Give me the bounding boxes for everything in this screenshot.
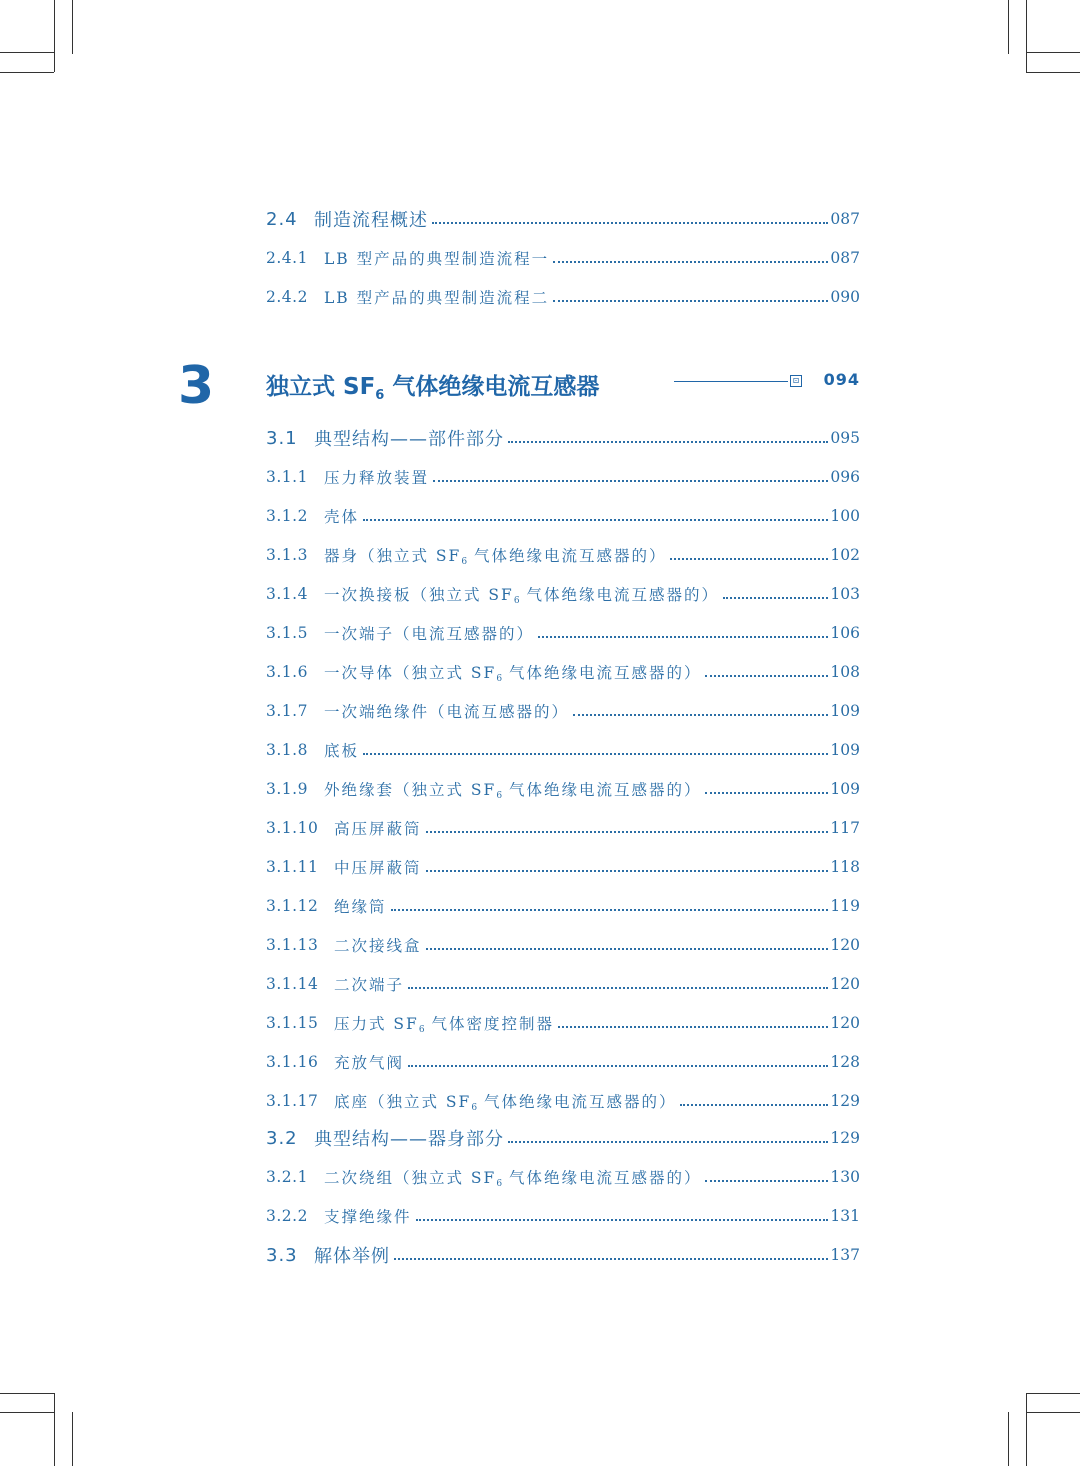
crop-mark-top-left-v2	[72, 0, 73, 54]
entry-page: 095	[830, 429, 860, 447]
entry-title: 绝缘筒	[334, 898, 387, 916]
entry-title: 二次端子	[334, 976, 405, 994]
dot-leader	[538, 636, 828, 638]
entry-page: 130	[830, 1168, 860, 1186]
toc-entry-3-1-10[interactable]	[266, 813, 860, 843]
entry-page: 120	[830, 975, 860, 993]
dot-leader	[426, 870, 829, 872]
toc-entry-3-1-6[interactable]	[266, 657, 860, 687]
crop-mark-top-right-h	[1026, 52, 1080, 53]
entry-title: 底板	[324, 742, 360, 760]
toc-entry-3-3[interactable]	[266, 1240, 860, 1270]
crop-mark-bottom-right-v	[1026, 1393, 1027, 1466]
toc-entry-3-1-15[interactable]	[266, 1008, 860, 1038]
dot-leader	[670, 558, 828, 560]
toc-entry-3-1-11[interactable]	[266, 852, 860, 882]
dot-leader	[394, 1258, 828, 1260]
toc-entry-3-1-3[interactable]	[266, 540, 860, 570]
dot-leader	[680, 1104, 828, 1106]
toc-entry-3-1-14[interactable]	[266, 969, 860, 999]
crop-mark-top-right-v	[1026, 0, 1027, 72]
entry-page: 109	[830, 702, 860, 720]
entry-title: LB 型产品的典型制造流程一	[324, 250, 550, 268]
toc-entry-3-1-5[interactable]	[266, 618, 860, 648]
dot-leader	[508, 1141, 828, 1143]
entry-title: 一次端绝缘件（电流互感器的）	[324, 703, 570, 721]
entry-number: 3.1.12	[266, 897, 319, 915]
toc-entry-3-1-17[interactable]	[266, 1086, 860, 1116]
crop-mark-top-right-v2	[1008, 0, 1009, 54]
entry-page: 120	[830, 936, 860, 954]
dot-leader	[573, 714, 828, 716]
chapter-3-heading[interactable]	[178, 356, 860, 416]
toc-entry-3-2-2[interactable]	[266, 1201, 860, 1231]
dot-leader	[363, 753, 828, 755]
entry-title: 制造流程概述	[314, 210, 428, 231]
entry-number: 2.4.2	[266, 288, 308, 306]
entry-page: 103	[830, 585, 860, 603]
dot-leader	[705, 792, 828, 794]
entry-page: 118	[830, 858, 860, 876]
entry-title: 二次绕组（独立式 $SF_6$ 气体绝缘电流互感器的）	[324, 1168, 702, 1189]
entry-number: 3.1.3	[266, 546, 308, 564]
crop-mark-bottom-left-v	[54, 1393, 55, 1466]
toc-entry-3-1-7[interactable]	[266, 696, 860, 726]
entry-title: 压力式 $SF_6$ 气体密度控制器	[334, 1014, 554, 1035]
crop-mark-top-left-v	[54, 0, 55, 72]
entry-number: 3.1.13	[266, 936, 319, 954]
crop-mark-bottom-right-v2	[1008, 1412, 1009, 1466]
entry-number: 2.4.1	[266, 249, 308, 267]
entry-title: LB 型产品的典型制造流程二	[324, 289, 550, 307]
entry-title: 解体举例	[314, 1246, 390, 1267]
entry-page: 106	[830, 624, 860, 642]
toc-entry-3-1-8[interactable]	[266, 735, 860, 765]
entry-page: 102	[830, 546, 860, 564]
toc-entry-3-1-4[interactable]	[266, 579, 860, 609]
crop-mark-top-right-h2	[1026, 72, 1080, 73]
entry-page: 109	[830, 741, 860, 759]
entry-number: 3.1.5	[266, 624, 308, 642]
entry-title: 一次导体（独立式 $SF_6$ 气体绝缘电流互感器的）	[324, 663, 702, 684]
toc-entry-3-1-16[interactable]	[266, 1047, 860, 1077]
entry-page: 109	[830, 780, 860, 798]
entry-number: 3.1.2	[266, 507, 308, 525]
entry-title: 压力释放装置	[324, 469, 430, 487]
entry-page: 137	[830, 1246, 860, 1264]
crop-mark-bottom-right-h2	[1026, 1412, 1080, 1413]
entry-number: 3.2.1	[266, 1168, 308, 1186]
toc-entry-3-1[interactable]	[266, 423, 860, 453]
dot-leader	[363, 519, 828, 521]
entry-number: 2.4	[266, 208, 298, 230]
entry-number: 3.1.10	[266, 819, 319, 837]
toc-entry-3-1-13[interactable]	[266, 930, 860, 960]
entry-page: 119	[830, 897, 860, 915]
toc-entry-3-1-9[interactable]	[266, 774, 860, 804]
entry-title: 一次换接板（独立式 $SF_6$ 气体绝缘电流互感器的）	[324, 585, 719, 606]
dot-leader	[433, 480, 828, 482]
entry-title: 支撑绝缘件	[324, 1208, 412, 1226]
dot-leader	[723, 597, 828, 599]
entry-page: 096	[830, 468, 860, 486]
entry-title: 外绝缘套（独立式 $SF_6$ 气体绝缘电流互感器的）	[324, 780, 702, 801]
crop-mark-bottom-left-h	[0, 1393, 54, 1394]
crop-mark-bottom-left-v2	[72, 1412, 73, 1466]
entry-number: 3.1.9	[266, 780, 308, 798]
entry-page: 117	[830, 819, 860, 837]
entry-title: 二次接线盒	[334, 937, 422, 955]
entry-page: 120	[830, 1014, 860, 1032]
entry-page: 129	[830, 1092, 860, 1110]
dot-leader	[705, 675, 828, 677]
entry-number: 3.1.4	[266, 585, 308, 603]
crop-mark-bottom-left-h2	[0, 1412, 54, 1413]
dot-leader	[408, 987, 828, 989]
dot-leader	[408, 1065, 828, 1067]
toc-entry-3-1-1[interactable]	[266, 462, 860, 492]
toc-entry-2-4-1[interactable]	[266, 243, 860, 273]
entry-number: 3.1.15	[266, 1014, 319, 1032]
chapter-marker-icon: ⊡	[790, 375, 802, 387]
entry-number: 3.2	[266, 1127, 298, 1149]
entry-page: 100	[830, 507, 860, 525]
entry-page: 087	[830, 249, 860, 267]
entry-number: 3.3	[266, 1244, 298, 1266]
entry-title: 高压屏蔽筒	[334, 820, 422, 838]
entry-page: 087	[830, 210, 860, 228]
dot-leader	[432, 222, 828, 224]
crop-mark-bottom-right-h	[1026, 1393, 1080, 1394]
entry-number: 3.2.2	[266, 1207, 308, 1225]
crop-mark-top-left-h2	[0, 72, 54, 73]
entry-title: 底座（独立式 $SF_6$ 气体绝缘电流互感器的）	[334, 1092, 677, 1113]
toc-entry-3-1-2[interactable]	[266, 501, 860, 531]
entry-title: 典型结构——部件部分	[314, 429, 504, 450]
dot-leader	[558, 1026, 828, 1028]
entry-title: 典型结构——器身部分	[314, 1129, 504, 1150]
entry-number: 3.1.14	[266, 975, 319, 993]
entry-number: 3.1	[266, 427, 298, 449]
dot-leader	[391, 909, 829, 911]
entry-title: 中压屏蔽筒	[334, 859, 422, 877]
dot-leader	[553, 261, 828, 263]
chapter-number: 3	[178, 356, 215, 416]
chapter-rule	[674, 381, 788, 382]
entry-page: 108	[830, 663, 860, 681]
entry-title: 一次端子（电流互感器的）	[324, 625, 535, 643]
toc-entry-3-2-1[interactable]	[266, 1162, 860, 1192]
entry-number: 3.1.1	[266, 468, 308, 486]
entry-title: 壳体	[324, 508, 360, 526]
entry-page: 129	[830, 1129, 860, 1147]
dot-leader	[426, 948, 829, 950]
chapter-page-number: 094	[823, 370, 860, 389]
toc-entry-2-4-2[interactable]	[266, 282, 860, 312]
toc-entry-3-1-12[interactable]	[266, 891, 860, 921]
entry-title: 器身（独立式 $SF_6$ 气体绝缘电流互感器的）	[324, 546, 667, 567]
crop-mark-top-left-h	[0, 52, 54, 53]
toc-entry-3-2[interactable]	[266, 1123, 860, 1153]
entry-page: 090	[830, 288, 860, 306]
entry-page: 131	[830, 1207, 860, 1225]
toc-entry-2-4[interactable]	[266, 204, 860, 234]
entry-number: 3.1.6	[266, 663, 308, 681]
dot-leader	[508, 441, 828, 443]
dot-leader	[705, 1180, 828, 1182]
entry-number: 3.1.17	[266, 1092, 319, 1110]
dot-leader	[426, 831, 829, 833]
entry-number: 3.1.16	[266, 1053, 319, 1071]
entry-number: 3.1.8	[266, 741, 308, 759]
entry-page: 128	[830, 1053, 860, 1071]
chapter-title: 独立式 $SF_6$ 气体绝缘电流互感器	[266, 374, 600, 403]
entry-number: 3.1.11	[266, 858, 319, 876]
entry-title: 充放气阀	[334, 1054, 405, 1072]
entry-number: 3.1.7	[266, 702, 308, 720]
dot-leader	[553, 300, 828, 302]
dot-leader	[416, 1219, 829, 1221]
